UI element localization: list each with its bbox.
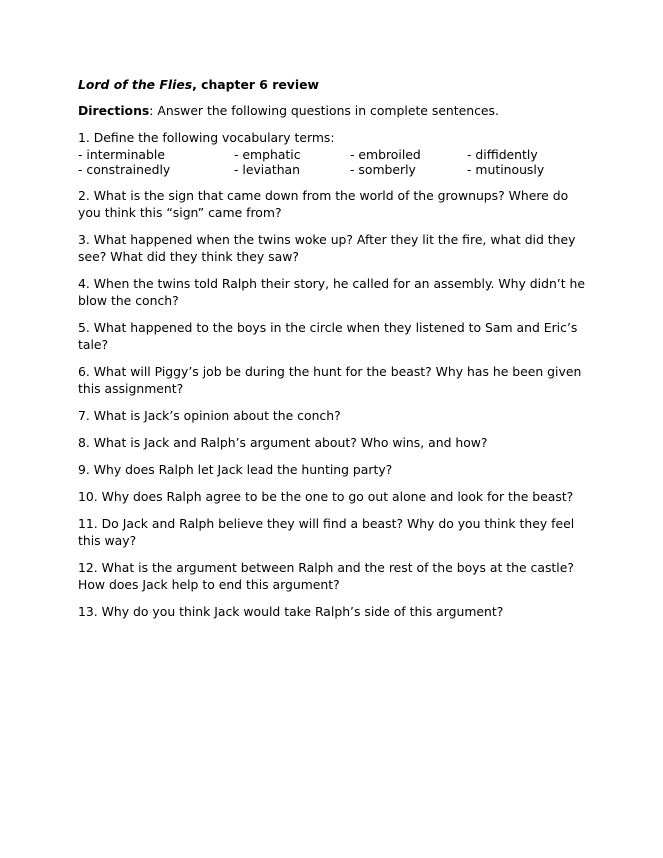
page-title [78,77,593,93]
question-13: 13. Why do you think Jack would take Ralph’s side of this argument? [78,604,504,619]
question-11: 11. Do Jack and Ralph believe they will find a beast? Why do you think they feel this way? [78,516,575,548]
vocab-term: - mutinously [467,162,545,177]
title-rest: , chapter 6 review [192,77,319,92]
directions-text: : Answer the following questions in complete sentences. [149,103,499,118]
question-4: 4. When the twins told Ralph their story, he called for an assembly. Why didn’t he blow the conch? [78,276,586,308]
question-5: 5. What happened to the boys in the circle when they listened to Sam and Eric’s tale? [78,320,578,352]
vocab-term: - leviathan [234,162,301,177]
vocab-term: - somberly [350,162,416,177]
vocab-term: - constrainedly [78,162,171,177]
question-3: 3. What happened when the twins woke up? After they lit the fire, what did they see? What did they think they saw? [78,232,576,264]
question-9: 9. Why does Ralph let Jack lead the hunting party? [78,462,393,477]
vocab-list [78,147,593,177]
directions [78,103,593,119]
question-1-text: 1. Define the following vocabulary terms: [78,130,335,145]
question-10: 10. Why does Ralph agree to be the one to go out alone and look for the beast? [78,489,574,504]
question-7: 7. What is Jack’s opinion about the conch? [78,408,341,423]
vocab-term: - emphatic [234,147,301,162]
directions-label: Directions [78,103,150,118]
vocab-term: - interminable [78,147,165,162]
vocab-term: - diffidently [467,147,538,162]
book-title: Lord of the Flies [78,77,193,92]
question-8: 8. What is Jack and Ralph’s argument about? Who wins, and how? [78,435,488,450]
question-6: 6. What will Piggy’s job be during the hunt for the beast? Why has he been given this assignment? [78,364,582,396]
vocab-term: - embroiled [350,147,421,162]
question-1 [78,129,593,177]
question-12: 12. What is the argument between Ralph and the rest of the boys at the castle? How does Jack help to end this argument? [78,560,574,592]
document-page [78,77,593,630]
question-2: 2. What is the sign that came down from the world of the grownups? Where do you think this “sign” came from? [78,188,569,220]
